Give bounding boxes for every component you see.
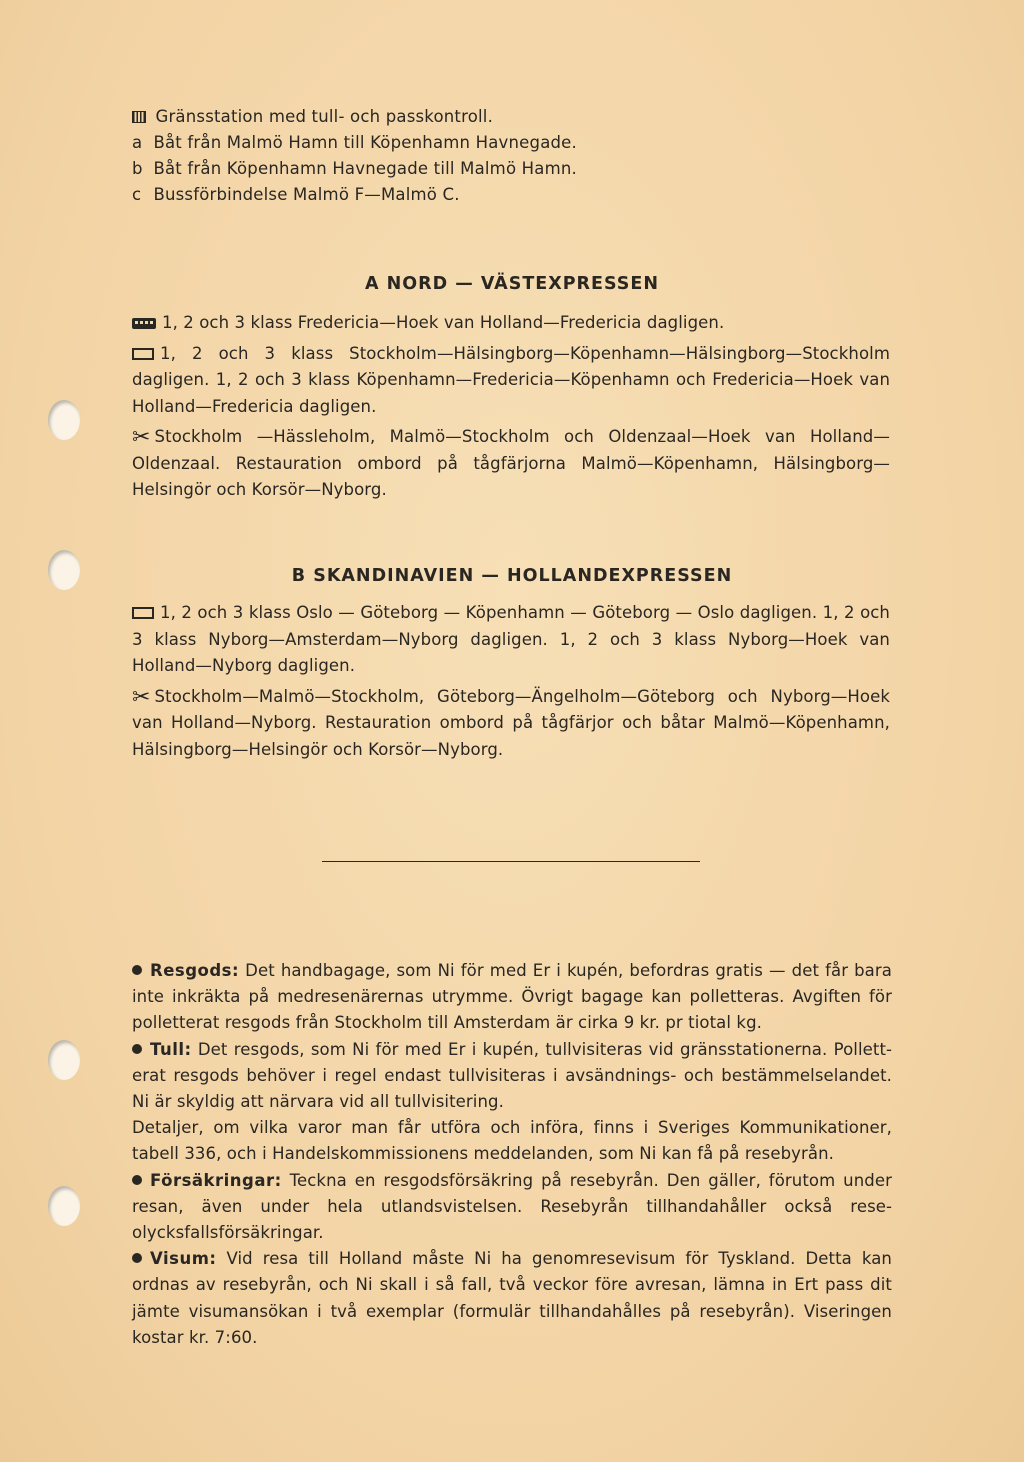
legend-row [132, 104, 692, 130]
punch-hole [48, 1040, 80, 1080]
section-a-text: Stockholm —Hässleholm, Malmö—Stockholm och Oldenzaal—Hoek van Holland—Oldenzaal. Restauration ombord på tågfärjorna Malmö—Köpenhamn, Hälsingborg—Helsingör och Korsör—Nyborg. [132, 427, 890, 499]
section-b-text: 1, 2 och 3 klass Oslo — Göteborg — Köpenhamn — Göteborg — Oslo dagligen. 1, 2 och 3 klass Nyborg—Amsterdam—Nyborg dagligen. 1, 2 och 3 klass Nyborg—Hoek van Holland—Nyborg dagligen. [132, 603, 890, 675]
note-visum [132, 1246, 892, 1351]
section-a-text: 1, 2 och 3 klass Fredericia—Hoek van Holland—Fredericia dagligen. [162, 313, 725, 332]
section-b-paragraph [132, 684, 890, 764]
legend-mark: c [132, 185, 142, 204]
legend-text: Båt från Malmö Hamn till Köpenhamn Havnegade. [153, 133, 577, 152]
section-a-paragraph [132, 310, 890, 337]
note-text: Vid resa till Holland måste Ni ha genomresevisum för Tyskland. Detta kan ordnas av resebyrån, och Ni skall i så fall, två veckor före avresan, lämna in Ert pass dit jämte visumansökan i två exemplar (formulär tillhandahålles på resebyrån). Viseringen kostar kr. 7:60. [132, 1249, 892, 1347]
legend-text: Båt från Köpenhamn Havnegade till Malmö Hamn. [153, 159, 577, 178]
section-a-title: A NORD — VÄSTEXPRESSEN [364, 274, 659, 294]
bullet-icon [132, 965, 142, 975]
legend-text: Bussförbindelse Malmö F—Malmö C. [153, 185, 460, 204]
note-label: Resgods: [150, 961, 240, 980]
legend [132, 104, 692, 208]
section-a-paragraph [132, 341, 890, 421]
note-tull [132, 1037, 892, 1116]
note-text: Det resgods, som Ni för med Er i kupén, tullvisiteras vid gränsstationerna. Polletterat resgods behöver i regel endast tullvisiteras i avsändnings- och bestämmelselandet. Ni är skyldig att närvara vid all tullvisitering. [132, 1039, 892, 1112]
note-text: Det handbagage, som Ni för med Er i kupén, befordras gratis — det får bara inte inkräkta på medresenärernas utrymme. Övrigt bagage kan polletteras. Avgiften för polletterat resgods från Stockholm till Amsterdam är cirka 9 kr. pr tiotal kg. [132, 961, 892, 1033]
note-label: Försäkringar: [150, 1170, 282, 1190]
divider [322, 861, 700, 862]
sleeping-car-icon [132, 607, 154, 619]
travel-notes [132, 958, 892, 1351]
section-b-body [132, 600, 890, 767]
sleeping-car-icon [132, 348, 154, 360]
section-b-title: B SKANDINAVIEN — HOLLANDEXPRESSEN [291, 566, 733, 586]
note-forsakringar [132, 1168, 892, 1247]
legend-text: Gränsstation med tull- och passkontroll. [155, 107, 494, 126]
section-b-text: Stockholm—Malmö—Stockholm, Göteborg—Ängelholm—Göteborg och Nyborg—Hoek van Holland—Nyborg. Restauration ombord på tågfärjor och båtar Malmö—Köpenhamn, Hälsingborg—Helsingör och Korsör—Nyborg. [132, 686, 890, 759]
restaurant-icon: ✂ [132, 684, 151, 710]
note-detaljer [132, 1115, 892, 1167]
note-resgods [132, 958, 892, 1037]
legend-row [132, 182, 692, 208]
punch-hole [48, 550, 80, 590]
punch-hole [48, 400, 80, 440]
section-a-text: 1, 2 och 3 klass Stockholm—Hälsingborg—Köpenhamn—Hälsingborg—Stockholm dagligen. 1, 2 och 3 klass Köpenhamn—Fredericia—Köpenhamn och Fredericia—Hoek van Holland—Fredericia dagligen. [132, 343, 890, 416]
legend-row [132, 156, 692, 182]
border-station-icon [132, 111, 146, 123]
note-label: Visum: [150, 1249, 217, 1269]
bullet-icon [132, 1253, 142, 1263]
section-a-body [132, 310, 890, 508]
section-b-paragraph [132, 600, 890, 680]
note-text: Teckna en resgodsförsäkring på resebyrån. Den gäller, förutom under resan, även under hela utlandsvistelsen. Resebyrån tillhandahåller också reseolycksfallsförsäkringar. [132, 1170, 892, 1243]
restaurant-icon: ✂ [132, 425, 151, 450]
punch-hole [48, 1186, 80, 1226]
note-label: Tull: [150, 1039, 192, 1059]
through-car-icon [132, 318, 156, 329]
legend-mark: b [132, 159, 143, 178]
bullet-icon [132, 1175, 142, 1185]
legend-row [132, 130, 692, 156]
bullet-icon [132, 1044, 142, 1054]
legend-mark: a [132, 133, 143, 152]
section-a-paragraph [132, 424, 890, 504]
note-text: Detaljer, om vilka varor man får utföra och införa, finns i Sveriges Kommunikationer, tabell 336, och i Handelskommissionens meddelanden, som Ni kan få på resebyrån. [132, 1118, 892, 1164]
